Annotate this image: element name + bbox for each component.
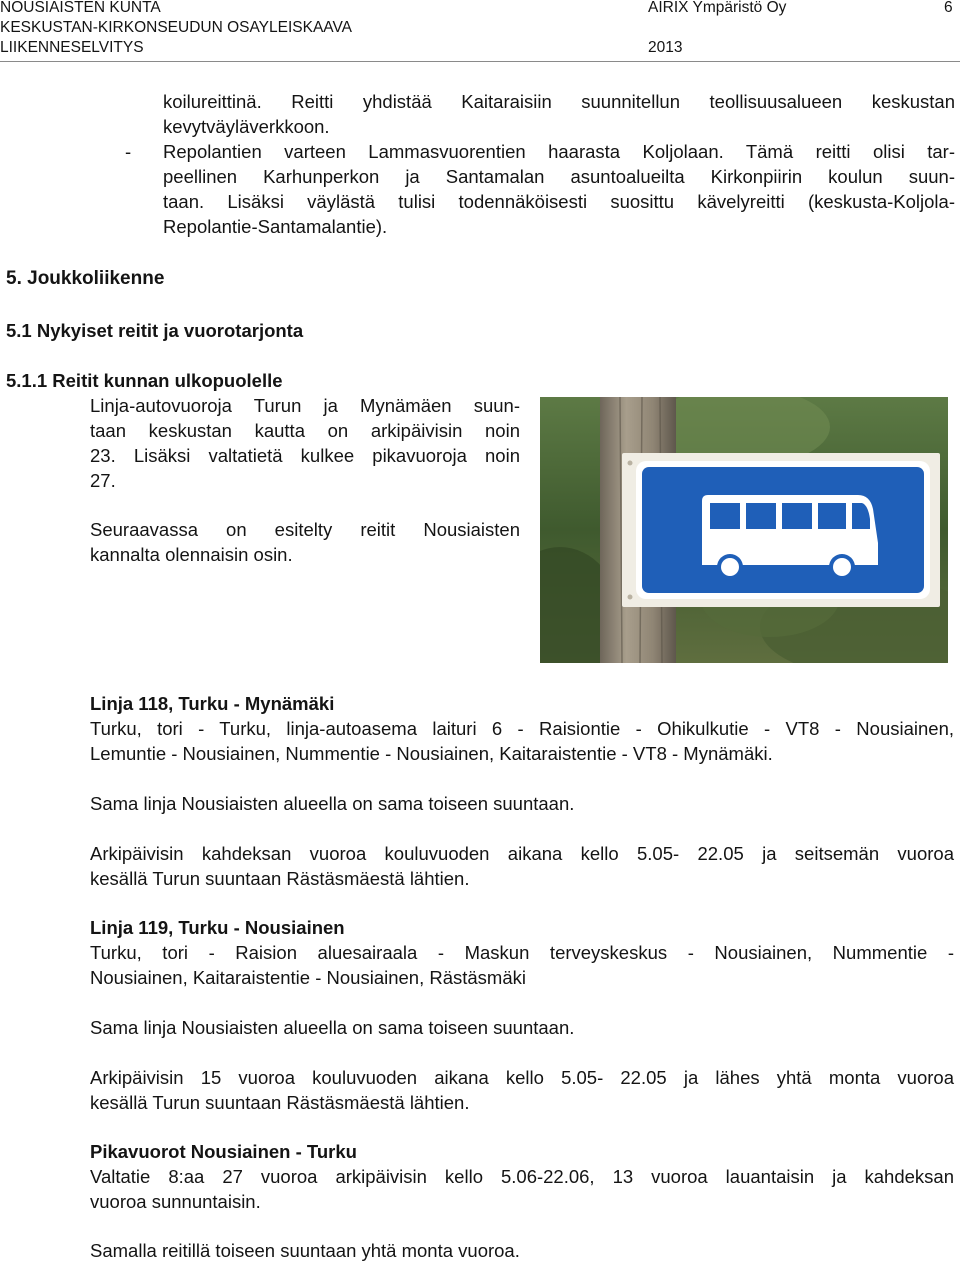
- line-118-schedule-1: Arkipäivisin kahdeksan vuoroa kouluvuoden aikana kello 5.05- 22.05 ja seitsemän vuoroa: [90, 843, 954, 864]
- header-plan: KESKUSTAN-KIRKONSEUDUN OSAYLEISKAAVA: [0, 19, 352, 36]
- bullet-line-3: taan. Lisäksi väylästä tulisi todennäköisesti suosittu kävelyreitti (keskusta-Koljola-: [163, 191, 955, 212]
- routes-intro-line-3: 23. Lisäksi valtatietä kulkee pikavuoroja noin: [90, 445, 520, 466]
- bullet-dash: -: [125, 141, 132, 162]
- line-118-route-2: Lemuntie - Nousiainen, Nummentie - Nousiainen, Kaitaraistentie - VT8 - Mynämäki.: [90, 743, 773, 764]
- header-rule: [0, 61, 960, 62]
- subsubsection-heading: 5.1.1 Reitit kunnan ulkopuolelle: [6, 370, 283, 391]
- line-119-route-1: Turku, tori - Raision aluesairaala - Maskun terveyskeskus - Nousiainen, Nummentie -: [90, 942, 954, 963]
- express-return: Samalla reitillä toiseen suuntaan yhtä monta vuoroa.: [90, 1240, 520, 1261]
- line-119-title: Linja 119, Turku - Nousiainen: [90, 917, 345, 938]
- header-report: LIIKENNESELVITYS: [0, 39, 144, 56]
- express-line-1: Valtatie 8:aa 27 vuoroa arkipäivisin kello 5.06-22.06, 13 vuoroa lauantaisin ja kahdeksan: [90, 1166, 954, 1187]
- express-title: Pikavuorot Nousiainen - Turku: [90, 1141, 357, 1162]
- section-heading: 5. Joukkoliikenne: [6, 268, 165, 289]
- line-119-same: Sama linja Nousiaisten alueella on sama toiseen suuntaan.: [90, 1017, 575, 1038]
- header-year: 2013: [648, 39, 683, 56]
- bullet-line-4: Repolantie-Santamalantie).: [163, 216, 388, 237]
- routes-intro-line-1: Linja-autovuoroja Turun ja Mynämäen suun-: [90, 395, 520, 416]
- bullet-line-2: peellinen Karhunperkon ja Santamalan asuntoalueilta Kirkonpiirin koulun suun-: [163, 166, 955, 187]
- line-119-schedule-2: kesällä Turun suuntaan Rästäsmäestä lähtien.: [90, 1092, 470, 1113]
- header-org: NOUSIAISTEN KUNTA: [0, 0, 161, 16]
- routes-intro-line-4: 27.: [90, 470, 116, 491]
- line-119-schedule-1: Arkipäivisin 15 vuoroa kouluvuoden aikana kello 5.05- 22.05 ja lähes yhtä monta vuoroa: [90, 1067, 954, 1088]
- line-118-schedule-2: kesällä Turun suuntaan Rästäsmäestä lähtien.: [90, 868, 470, 889]
- intro-line-2: kevytväyläverkkoon.: [163, 116, 330, 137]
- line-118-title: Linja 118, Turku - Mynämäki: [90, 693, 335, 714]
- bullet-line-1: Repolantien varteen Lammasvuorentien haarasta Koljolaan. Tämä reitti olisi tar-: [163, 141, 955, 162]
- line-118-same: Sama linja Nousiaisten alueella on sama toiseen suuntaan.: [90, 793, 575, 814]
- line-119-route-2: Nousiainen, Kaitaraistentie - Nousiainen, Rästäsmäki: [90, 967, 526, 988]
- page-number: 6: [944, 0, 953, 16]
- routes-intro-line-6: kannalta olennaisin osin.: [90, 544, 293, 565]
- line-118-route-1: Turku, tori - Turku, linja-autoasema laituri 6 - Raisiontie - Ohikulkutie - VT8 - Nousiainen,: [90, 718, 954, 739]
- routes-intro-line-5: Seuraavassa on esitelty reitit Nousiaisten: [90, 519, 520, 540]
- express-line-2: vuoroa sunnuntaisin.: [90, 1191, 261, 1212]
- subsection-heading: 5.1 Nykyiset reitit ja vuorotarjonta: [6, 320, 304, 341]
- intro-line-1: koilureittinä. Reitti yhdistää Kaitaraisiin suunnitellun teollisuusalueen keskustan: [163, 91, 955, 112]
- bus-stop-sign-image: [540, 397, 948, 663]
- routes-intro-line-2: taan keskustan kautta on arkipäivisin noin: [90, 420, 520, 441]
- bus-stop-photo: [540, 397, 948, 663]
- header-company: AIRIX Ympäristö Oy: [648, 0, 787, 16]
